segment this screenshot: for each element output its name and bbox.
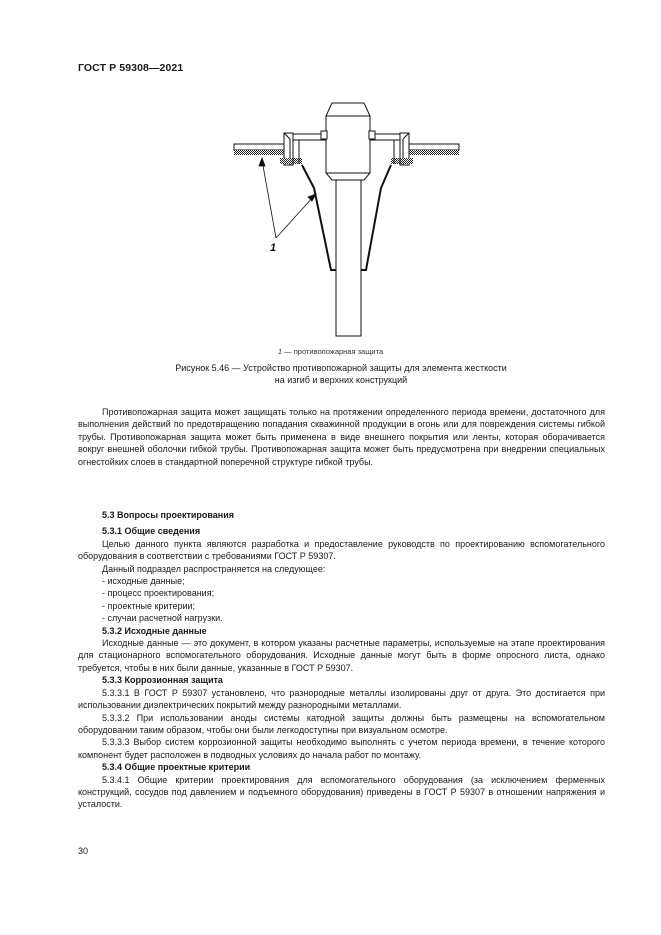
paragraph-5-3-3-1: 5.3.3.1 В ГОСТ Р 59307 установлено, что разнородные металлы изолированы друг от друга. Это достигается при использовании диэлектрических покрытий между разнородными металлами. [78, 687, 605, 711]
caption-line-1: Рисунок 5.46 — Устройство противопожарной защиты для элемента жесткости [175, 363, 507, 373]
section-heading-5-3-4: 5.3.4 Общие проектные критерии [102, 762, 251, 773]
list-item: - процесс проектирования; [102, 588, 215, 599]
figure-caption [150, 362, 532, 386]
section-heading-5-3-1: 5.3.1 Общие сведения [102, 526, 201, 537]
page-number: 30 [78, 846, 89, 856]
paragraph-5-3-1-a: Целью данного пункта являются разработка и предоставление руководств по проектированию вспомогательного оборудования в соответствии с требованиями ГОСТ Р 59307. [78, 538, 605, 562]
legend-text: противопожарная защита [293, 347, 384, 356]
paragraph-5-3-2: Исходные данные — это документ, в котором указаны расчетные параметры, используемые на этапе проектирования для стационарного вспомогательного оборудования. Исходные данные могут быть в форме опросного листа, однако требуется, чтобы в них были данные, указанные в ГОСТ Р 59307. [78, 638, 605, 673]
legend-dash: — [282, 347, 294, 356]
paragraph-5-3-1-b: Данный подраздел распространяется на следующее: [102, 563, 326, 574]
figure-legend [0, 347, 661, 356]
paragraph-5-3-3-2: 5.3.3.2 При использовании аноды системы катодной защиты должны быть размещены на вспомогательном оборудовании таким образом, чтобы они были легкодоступны при визуальном осмотре. [78, 712, 605, 735]
caption-line-2: на изгиб и верхних конструкций [274, 375, 408, 385]
callout-label: 1 [270, 242, 277, 254]
legend-number: 1 [277, 347, 283, 356]
paragraph-5-3-3-3: 5.3.3.3 Выбор систем коррозионной защиты необходимо выполнять с учетом периода времени, в течение которого компонент будет расположен в подводных условиях до начала работ по монтажу. [78, 737, 605, 760]
fire-protection-diagram [228, 88, 460, 338]
intro-section [78, 406, 605, 468]
paragraph-5-3-4-1: 5.3.4.1 Общие критерии проектирования для вспомогательного оборудования (за исключением ферменных конструкций, сосудов под давлением и подъемного оборудования) приведены в ГОСТ Р 59307 в отношении напряжения и усталости. [78, 774, 605, 810]
list-item: - исходные данные; [102, 576, 185, 587]
section-heading-5-3-3: 5.3.3 Коррозионная защита [102, 675, 223, 686]
section-heading-5-3: 5.3 Вопросы проектирования [102, 510, 235, 520]
list-item: - случаи расчетной нагрузки. [102, 613, 223, 624]
section-heading-5-3-2: 5.3.2 Исходные данные [102, 625, 207, 636]
intro-paragraph: Противопожарная защита может защищать только на протяжении определенного периода времени, достаточного для выполнения действий по предотвращению попадания скважинной продукции в огонь или для повреждения системы гибкой трубы. Противопожарная защита может быть применена в виде внешнего покрытия или ленты, которая оборачивается вокруг внешней оболочки гибкой трубы. Противопожарная защита может быть предусмотрена при внедрении специальных огнестойких слоев в стандартной поперечной структуре гибкой трубы. [78, 407, 605, 467]
document-header: ГОСТ Р 59308—2021 [78, 62, 184, 74]
list-item: - проектные критерии; [102, 600, 196, 611]
section-5-3 [78, 509, 605, 811]
